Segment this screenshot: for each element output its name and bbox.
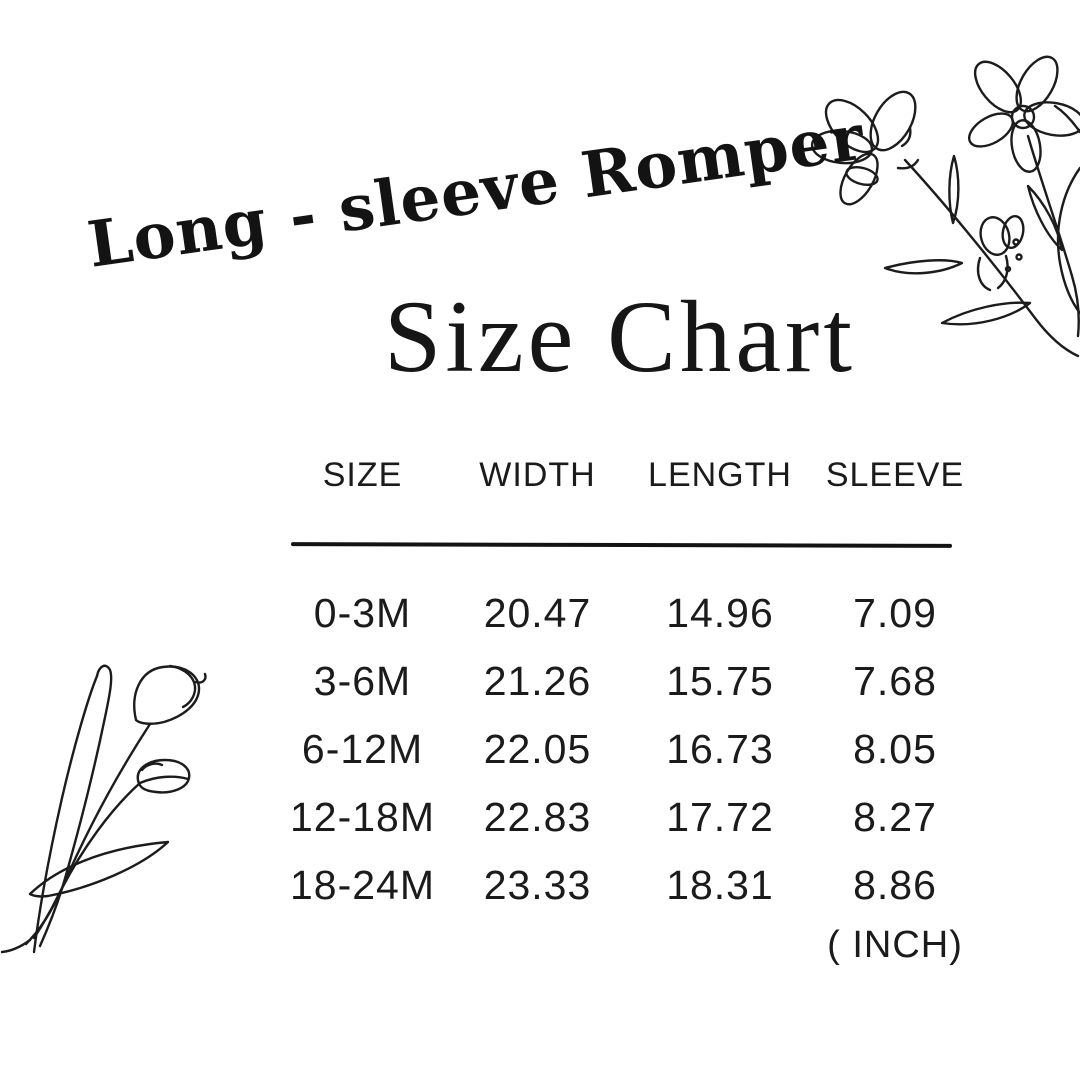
table-row (280, 715, 980, 783)
table-body (280, 579, 980, 919)
column-header-length: LENGTH (648, 455, 792, 494)
cell-sleeve: 8.86 (853, 861, 937, 908)
product-title: Long - sleeve Romper (83, 99, 869, 282)
cell-length: 15.75 (666, 657, 774, 704)
cell-length: 16.73 (666, 725, 774, 772)
table-row (280, 851, 980, 919)
cell-size: 0-3M (313, 589, 412, 636)
table-row (280, 783, 980, 851)
cell-size: 6-12M (301, 725, 424, 772)
cell-length: 18.31 (666, 861, 774, 908)
table-row (280, 647, 980, 715)
table-header-row (280, 440, 980, 510)
cell-size: 3-6M (313, 657, 412, 704)
cell-length: 17.72 (666, 793, 774, 840)
cell-width: 22.05 (483, 725, 592, 772)
cell-sleeve: 8.27 (853, 793, 937, 840)
size-table (280, 440, 980, 967)
cell-length: 14.96 (666, 589, 774, 636)
tulip-icon (0, 646, 215, 959)
column-header-width: WIDTH (479, 455, 596, 494)
column-header-size: SIZE (322, 455, 403, 494)
table-row (280, 579, 980, 647)
column-header-sleeve: SLEEVE (825, 455, 965, 494)
cell-size: 12-18M (289, 793, 435, 840)
cell-sleeve: 7.09 (853, 589, 937, 636)
unit-note-row (280, 923, 980, 967)
cell-sleeve: 8.05 (853, 725, 937, 772)
header-divider (291, 542, 952, 548)
cell-width: 23.33 (483, 861, 592, 908)
cell-width: 21.26 (483, 657, 592, 704)
cell-width: 20.47 (483, 589, 592, 636)
page-title: Size Chart (384, 280, 856, 394)
cell-width: 22.83 (483, 793, 592, 840)
unit-note: ( INCH) (827, 923, 963, 966)
cell-sleeve: 7.68 (853, 657, 937, 704)
cell-size: 18-24M (289, 861, 435, 908)
